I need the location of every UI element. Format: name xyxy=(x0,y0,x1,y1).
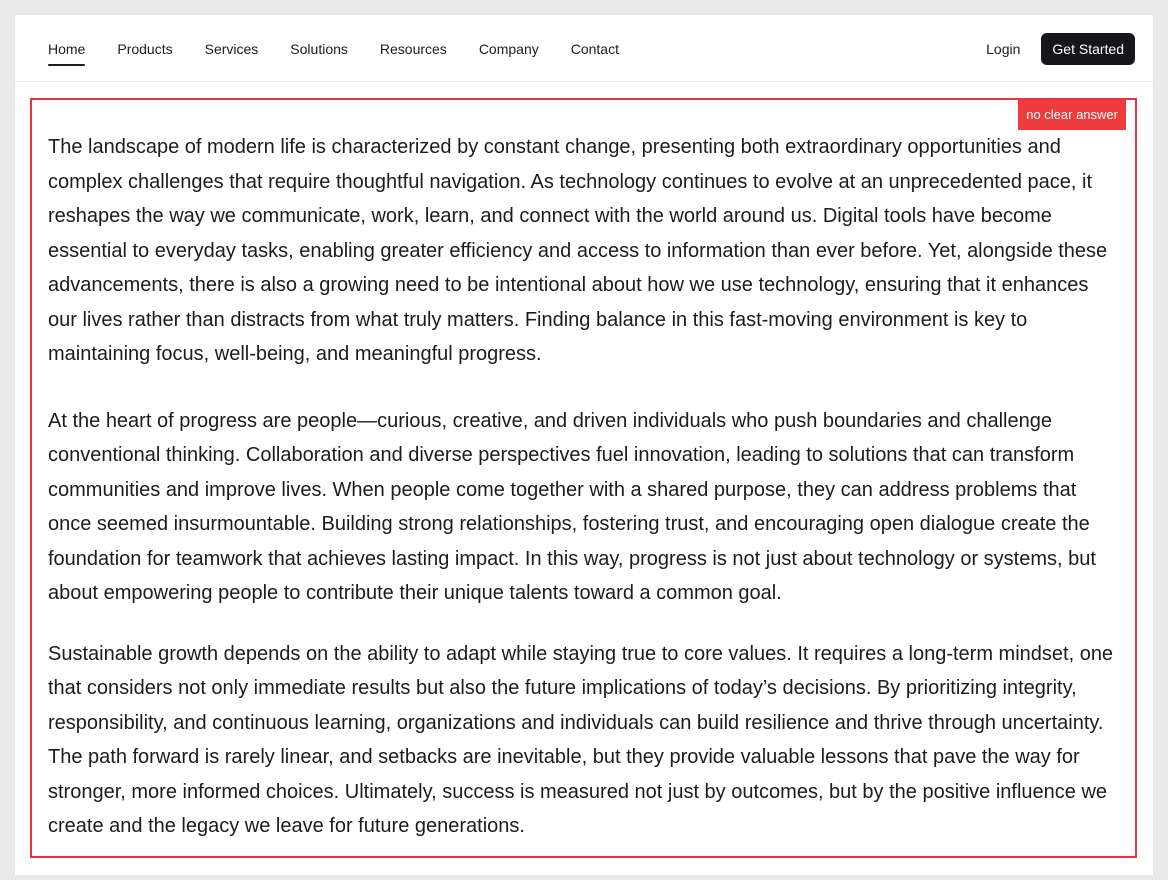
paragraph: Sustainable growth depends on the ability to adapt while staying true to core values. It requires a long-term mindset, one that considers not only immediate results but also the future implications of today’s decisions. By prioritizing integrity, responsibility, and continuous learning, organizations and individuals can build resilience and thrive through uncertainty. The path forward is rarely linear, and setbacks are inevitable, but they provide valuable lessons that pave the way for stronger, more informed choices. Ultimately, success is measured not just by outcomes, but by the positive influence we create and the legacy we leave for future generations. xyxy=(48,642,1114,837)
paragraph: The landscape of modern life is characterized by constant change, presenting both extraordinary opportunities and complex challenges that require thoughtful navigation. As technology continues to evolve at an unprecedented pace, it reshapes the way we communicate, work, learn, and connect with the world around us. Digital tools have become essential to everyday tasks, enabling greater efficiency and access to information than ever before. Yet, alongside these advancements, there is also a growing need to be intentional about how we use technology, ensuring that it enhances our lives rather than distracts from what truly matters. Finding balance in this fast-moving environment is key to maintaining focus, well-being, and meaningful progress. xyxy=(48,136,1108,365)
nav-link-resources[interactable]: Resources xyxy=(379,40,447,57)
nav-link-company[interactable]: Company xyxy=(478,40,539,57)
nav-link-solutions[interactable]: Solutions xyxy=(290,40,348,57)
nav-link-contact[interactable]: Contact xyxy=(570,40,619,57)
nav-links xyxy=(48,15,651,82)
nav-actions xyxy=(986,15,1135,82)
top-navigation xyxy=(15,15,1153,82)
answer-highlight-box xyxy=(30,98,1137,858)
get-started-button[interactable]: Get Started xyxy=(1041,33,1135,65)
nav-link-services[interactable]: Services xyxy=(204,40,259,57)
paragraph: At the heart of progress are people—curious, creative, and driven individuals who push boundaries and challenge conventional thinking. Collaboration and diverse perspectives fuel innovation, leading to solutions that can transform communities and improve lives. When people come together with a shared purpose, they can address problems that once seemed insurmountable. Building strong relationships, fostering trust, and encouraging open dialogue create the foundation for teamwork that achieves lasting impact. In this way, progress is not just about technology or systems, but about empowering people to contribute their unique talents toward a common goal. xyxy=(48,409,1096,604)
nav-link-home[interactable]: Home xyxy=(48,40,86,57)
no-clear-answer-badge: no clear answer xyxy=(1018,100,1126,130)
page xyxy=(15,15,1153,875)
login-link[interactable]: Login xyxy=(986,40,1021,57)
article-content xyxy=(48,130,1120,844)
nav-link-products[interactable]: Products xyxy=(117,40,173,57)
